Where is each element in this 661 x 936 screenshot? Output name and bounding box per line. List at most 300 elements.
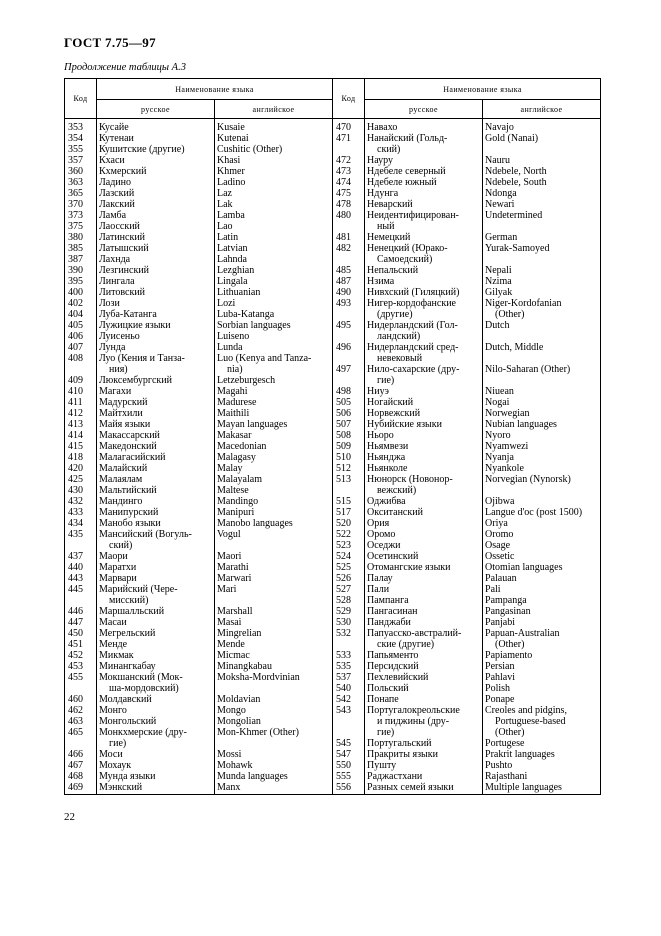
col-name-header-right: Наименование языка [365,79,601,100]
left-entry-russian: Манобо языки [99,518,161,529]
left-entry-english: Latvian [217,243,248,254]
right-entry-russian: Оджибва [367,496,406,507]
left-entry-english: Lamba [217,210,245,221]
right-entry-russian: Португалокреольские и пиджины (дру- гие) [367,705,460,738]
left-entry-code: 410 [68,386,83,397]
left-entry-code: 363 [68,177,83,188]
right-entry-russian: Отомангские языки [367,562,451,573]
right-entry-russian: Польский [367,683,409,694]
left-entry-english: Mon-Khmer (Other) [217,727,299,738]
left-entry-code: 355 [68,144,83,155]
right-entry-english: Gold (Nanai) [485,133,539,144]
left-entry-code: 387 [68,254,83,265]
right-entry-english: Ponape [485,694,515,705]
left-entry-english: Makasar [217,430,252,441]
left-entry-english: Mingrelian [217,628,262,639]
left-entry-russian: Лезгинский [99,265,150,276]
left-entry-russian: Минангкабау [99,661,156,672]
right-entry-english: Yurak-Samoyed [485,243,550,254]
left-entry-english: Sorbian languages [217,320,291,331]
left-entry-russian: Монго [99,705,127,716]
right-entry-russian: Нюнорск (Новонор- вежский) [367,474,453,496]
left-entry-russian: Мандинго [99,496,143,507]
left-entry-code: 465 [68,727,83,738]
right-entry-russian: Окситанский [367,507,423,518]
col-name-header-left: Наименование языка [97,79,333,100]
left-entry-russian: Луисеньо [99,331,140,342]
right-entry-russian: Персидский [367,661,419,672]
right-entry-english: Pali [485,584,501,595]
right-entry-english: Pangasinan [485,606,531,617]
right-entry-russian: Папуасско-австралий- ские (другие) [367,628,462,650]
right-entry-english: Oriya [485,518,508,529]
right-entry-english: Pushto [485,760,513,771]
left-entry-english: Magahi [217,386,248,397]
left-entry-russian: Лужицкие языки [99,320,171,331]
left-entry-english: Marathi [217,562,249,573]
left-entry-english: Mandingo [217,496,259,507]
left-entry-code: 452 [68,650,83,661]
col-code-header-left: Код [65,79,97,119]
right-entry-english: Creoles and pidgins, Portuguese-based (Other) [485,705,567,738]
left-entry-code: 462 [68,705,83,716]
left-entry-russian: Мэнкский [99,782,143,793]
right-entry-english: Navajo [485,122,514,133]
left-entry-code: 411 [68,397,83,408]
right-entry-english: Otomian languages [485,562,563,573]
left-entry-code: 446 [68,606,83,617]
left-entry-english: Cushitic (Other) [217,144,283,155]
right-entry-russian: Норвежский [367,408,421,419]
left-entry-english: Lak [217,199,233,210]
left-entry-russian: Молдавский [99,694,152,705]
right-entry-english: Pampanga [485,595,527,606]
right-entry-code: 509 [336,441,352,452]
right-entry-russian: Ньянколе [367,463,408,474]
left-entry-russian: Кхаси [99,155,125,166]
right-entry-english: Nogai [485,397,510,408]
right-entry-code: 513 [336,474,352,485]
right-entry-english: Pahlavi [485,672,516,683]
right-entry-code: 478 [336,199,352,210]
left-entry-code: 432 [68,496,83,507]
right-entry-code: 520 [336,518,352,529]
left-entry-code: 406 [68,331,83,342]
right-entry-code: 537 [336,672,352,683]
right-entry-code: 547 [336,749,352,760]
right-entry-code: 542 [336,694,352,705]
right-entry-code: 471 [336,133,352,144]
left-entry-english: Malayalam [217,474,262,485]
left-entry-code: 418 [68,452,83,463]
left-entry-russian: Масаи [99,617,127,628]
right-entry-english: Norwegian [485,408,530,419]
left-entry-code: 360 [68,166,83,177]
left-code-column [68,122,96,793]
right-entry-english: Nyamwezi [485,441,529,452]
left-entry-russian: Мунда языки [99,771,156,782]
left-entry-code: 447 [68,617,83,628]
left-entry-english: Marwari [217,573,252,584]
right-entry-code: 482 [336,243,352,254]
left-entry-code: 440 [68,562,83,573]
left-entry-russian: Мадурский [99,397,148,408]
left-entry-russian: Лаосский [99,221,140,232]
right-entry-code: 529 [336,606,352,617]
left-entry-code: 434 [68,518,83,529]
left-entry-russian: Марвари [99,573,137,584]
left-entry-english: Vogul [217,529,241,540]
left-entry-english: Lahnda [217,254,247,265]
right-entry-code: 540 [336,683,352,694]
right-entry-russian: Нидерландский (Гол- ландский) [367,320,458,342]
right-entry-russian: Нивхский (Гиляцкий) [367,287,460,298]
left-entry-english: Moldavian [217,694,261,705]
right-entry-russian: Нанайский (Гольд- ский) [367,133,448,155]
right-entry-russian: Нидерландский сред- невековый [367,342,459,364]
left-entry-russian: Мокшанский (Мок- ша-мордовский) [99,672,183,694]
right-entry-code: 526 [336,573,352,584]
left-entry-code: 425 [68,474,83,485]
left-entry-english: Maithili [217,408,250,419]
right-entry-english: Osage [485,540,511,551]
left-entry-russian: Менде [99,639,128,650]
right-entry-russian: Нубийские языки [367,419,442,430]
right-entry-code: 496 [336,342,352,353]
right-entry-russian: Навахо [367,122,398,133]
right-entry-russian: Пали [367,584,390,595]
right-entry-english: Nyanja [485,452,514,463]
right-entry-english: Newari [485,199,515,210]
left-entry-english: Khasi [217,155,241,166]
right-entry-russian: Ньянджа [367,452,406,463]
right-entry-english: Ossetic [485,551,515,562]
left-entry-english: Maltese [217,485,249,496]
left-entry-english: Luiseno [217,331,250,342]
right-entry-russian: Ндебеле северный [367,166,446,177]
left-entry-russian: Лазский [99,188,135,199]
right-entry-english: Nepali [485,265,512,276]
right-entry-code: 527 [336,584,352,595]
left-entry-english: Mari [217,584,237,595]
left-entry-code: 395 [68,276,83,287]
left-entry-english: Laz [217,188,232,199]
left-entry-code: 407 [68,342,83,353]
right-entry-english: Nubian languages [485,419,557,430]
left-entry-russian: Малаялам [99,474,143,485]
left-entry-code: 460 [68,694,83,705]
right-entry-english: Prakrit languages [485,749,555,760]
left-entry-russian: Мохаук [99,760,132,771]
right-entry-english: Ojibwa [485,496,515,507]
left-entry-russian: Кутенаи [99,133,134,144]
right-entry-russian: Ньямвези [367,441,409,452]
right-entry-english: Niuean [485,386,514,397]
left-entry-english: Lozi [217,298,236,309]
left-entry-english: Mossi [217,749,242,760]
left-entry-russian: Моси [99,749,123,760]
right-entry-code: 474 [336,177,352,188]
page-number: 22 [64,811,75,823]
left-entry-russian: Кхмерский [99,166,147,177]
left-entry-code: 455 [68,672,83,683]
left-entry-russian: Маори [99,551,128,562]
right-entry-english: Ndonga [485,188,517,199]
left-entry-russian: Мансийский (Вогуль- ский) [99,529,192,551]
right-entry-english: Oromo [485,529,514,540]
left-entry-code: 415 [68,441,83,452]
right-entry-code: 490 [336,287,352,298]
right-entry-code: 543 [336,705,352,716]
right-entry-code: 512 [336,463,352,474]
right-entry-english: Nilo-Saharan (Other) [485,364,571,375]
left-entry-russian: Латинский [99,232,146,243]
left-entry-code: 466 [68,749,83,760]
right-entry-code: 472 [336,155,352,166]
left-entry-code: 404 [68,309,83,320]
right-entry-russian: Ндебеле южный [367,177,437,188]
right-entry-english: Norvegian (Nynorsk) [485,474,571,485]
right-entry-code: 495 [336,320,352,331]
right-entry-code: 522 [336,529,352,540]
right-entry-russian: Осетинский [367,551,419,562]
right-entry-code: 498 [336,386,352,397]
col-russian-header-left: русское [97,100,215,119]
right-entry-code: 550 [336,760,352,771]
right-entry-russian: Нзима [367,276,395,287]
left-entry-russian: Литовский [99,287,146,298]
left-entry-english: Ladino [217,177,246,188]
left-entry-code: 433 [68,507,83,518]
right-entry-russian: Непальский [367,265,419,276]
left-entry-russian: Луба-Катанга [99,309,157,320]
right-entry-russian: Ненецкий (Юрако- Самоедский) [367,243,448,265]
left-entry-code: 408 [68,353,83,364]
left-entry-russian: Магахи [99,386,132,397]
left-entry-english: Malagasy [217,452,256,463]
left-entry-russian: Манипурский [99,507,159,518]
left-entry-code: 405 [68,320,83,331]
left-entry-english: Maori [217,551,242,562]
right-entry-code: 485 [336,265,352,276]
col-english-header-right: английское [483,100,601,119]
left-entry-russian: Лакский [99,199,135,210]
right-entry-code: 510 [336,452,352,463]
right-entry-code: 497 [336,364,352,375]
left-entry-code: 353 [68,122,83,133]
right-entry-code: 530 [336,617,352,628]
left-entry-russian: Латышский [99,243,149,254]
left-entry-english: Manobo languages [217,518,293,529]
right-entry-code: 535 [336,661,352,672]
right-entry-english: Nzima [485,276,512,287]
left-entry-english: Munda languages [217,771,288,782]
left-entry-code: 453 [68,661,83,672]
right-entry-code: 508 [336,430,352,441]
right-english-column [485,122,600,793]
left-entry-code: 357 [68,155,83,166]
left-entry-russian: Монкхмерские (дру- гие) [99,727,187,749]
left-entry-code: 365 [68,188,83,199]
left-entry-english: Madurese [217,397,257,408]
right-entry-code: 515 [336,496,352,507]
left-entry-code: 463 [68,716,83,727]
left-entry-russian: Кушитские (другие) [99,144,185,155]
right-entry-code: 528 [336,595,352,606]
right-entry-english: Papiamento [485,650,533,661]
right-entry-english: Dutch [485,320,510,331]
right-entry-russian: Пехлевийский [367,672,429,683]
right-entry-russian: Ория [367,518,390,529]
left-entry-russian: Луо (Кения и Танза- ния) [99,353,185,375]
right-entry-english: Undetermined [485,210,543,221]
right-entry-code: 524 [336,551,352,562]
right-entry-code: 533 [336,650,352,661]
left-entry-code: 469 [68,782,83,793]
left-entry-code: 437 [68,551,83,562]
left-entry-code: 443 [68,573,83,584]
left-entry-code: 414 [68,430,83,441]
right-entry-russian: Пушту [367,760,397,771]
left-entry-code: 375 [68,221,83,232]
right-entry-code: 517 [336,507,352,518]
left-entry-english: Lingala [217,276,248,287]
left-entry-english: Mongo [217,705,246,716]
left-entry-russian: Лози [99,298,120,309]
left-entry-code: 370 [68,199,83,210]
right-entry-code: 506 [336,408,352,419]
left-english-column [217,122,332,793]
left-entry-code: 468 [68,771,83,782]
right-entry-english: Rajasthani [485,771,528,782]
right-entry-english: Ndebele, North [485,166,547,177]
left-entry-russian: Македонский [99,441,157,452]
left-entry-code: 412 [68,408,83,419]
right-entry-code: 523 [336,540,352,551]
right-entry-code: 480 [336,210,352,221]
left-entry-russian: Майя языки [99,419,151,430]
left-entry-english: Manipuri [217,507,255,518]
right-entry-code: 473 [336,166,352,177]
left-entry-english: Moksha-Mordvinian [217,672,300,683]
right-entry-russian: Оромо [367,529,396,540]
right-entry-english: Dutch, Middle [485,342,544,353]
left-entry-code: 413 [68,419,83,430]
right-entry-code: 525 [336,562,352,573]
right-entry-english: Niger-Kordofanian (Other) [485,298,562,320]
right-entry-english: Langue d'oc (post 1500) [485,507,583,518]
right-entry-code: 475 [336,188,352,199]
right-entry-russian: Нило-сахарские (дру- гие) [367,364,460,386]
left-entry-code: 385 [68,243,83,254]
table-continuation-caption: Продолжение таблицы А.3 [64,62,186,73]
right-entry-russian: Панджаби [367,617,411,628]
left-entry-russian: Лунда [99,342,126,353]
right-entry-russian: Науру [367,155,394,166]
right-entry-code: 555 [336,771,352,782]
left-entry-russian: Люксембургский [99,375,172,386]
left-entry-english: Macedonian [217,441,267,452]
left-entry-code: 409 [68,375,83,386]
right-entry-english: Ndebele, South [485,177,547,188]
left-entry-code: 390 [68,265,83,276]
right-entry-english: German [485,232,518,243]
right-entry-russian: Разных семей языки [367,782,454,793]
right-entry-code: 470 [336,122,352,133]
left-entry-english: Mayan languages [217,419,288,430]
left-entry-english: Luo (Kenya and Tanza- nia) [217,353,312,375]
left-entry-code: 380 [68,232,83,243]
right-entry-russian: Ньоро [367,430,394,441]
right-entry-russian: Пангасинан [367,606,418,617]
left-entry-russian: Малайский [99,463,148,474]
col-russian-header-right: русское [365,100,483,119]
left-entry-english: Masai [217,617,242,628]
left-entry-russian: Маршалльский [99,606,165,617]
left-entry-english: Lunda [217,342,243,353]
right-entry-english: Papuan-Australian (Other) [485,628,560,650]
left-entry-russian: Мегрельский [99,628,156,639]
left-entry-english: Luba-Katanga [217,309,275,320]
right-entry-russian: Ногайский [367,397,414,408]
right-entry-english: Nauru [485,155,511,166]
left-entry-english: Micmac [217,650,250,661]
right-entry-russian: Понапе [367,694,399,705]
right-entry-russian: Палау [367,573,393,584]
left-entry-russian: Ламба [99,210,127,221]
left-entry-russian: Макассарский [99,430,160,441]
page-header: ГОСТ 7.75—97 [64,35,156,50]
left-entry-code: 445 [68,584,83,595]
right-entry-english: Palauan [485,573,517,584]
left-entry-code: 430 [68,485,83,496]
left-entry-russian: Маратхи [99,562,137,573]
right-entry-russian: Пампанга [367,595,409,606]
left-entry-russian: Майтхили [99,408,143,419]
right-entry-code: 507 [336,419,352,430]
right-entry-english: Panjabi [485,617,516,628]
right-entry-russian: Нигер-кордофанские (другие) [367,298,456,320]
left-entry-english: Letzeburgesch [217,375,276,386]
left-entry-russian: Мальтийский [99,485,157,496]
left-entry-code: 354 [68,133,83,144]
left-entry-russian: Лахнда [99,254,131,265]
left-entry-code: 467 [68,760,83,771]
left-entry-russian: Марийский (Чере- мисский) [99,584,178,606]
left-entry-english: Lezghian [217,265,255,276]
right-russian-column [367,122,482,793]
left-entry-code: 420 [68,463,83,474]
left-entry-english: Minangkabau [217,661,272,672]
left-entry-russian: Малагасийский [99,452,166,463]
left-entry-code: 400 [68,287,83,298]
col-code-header-right: Код [333,79,365,119]
right-code-column [336,122,364,793]
right-entry-code: 532 [336,628,352,639]
right-entry-russian: Португальский [367,738,432,749]
left-entry-english: Malay [217,463,243,474]
right-entry-russian: Папьяменто [367,650,419,661]
right-entry-russian: Неидентифицирован- ный [367,210,459,232]
left-entry-code: 451 [68,639,83,650]
right-entry-code: 545 [336,738,352,749]
left-entry-russian: Лингала [99,276,135,287]
left-russian-column [99,122,214,793]
right-entry-code: 556 [336,782,352,793]
right-entry-english: Nyankole [485,463,524,474]
right-entry-russian: Пракриты языки [367,749,438,760]
language-codes-table [64,78,601,795]
